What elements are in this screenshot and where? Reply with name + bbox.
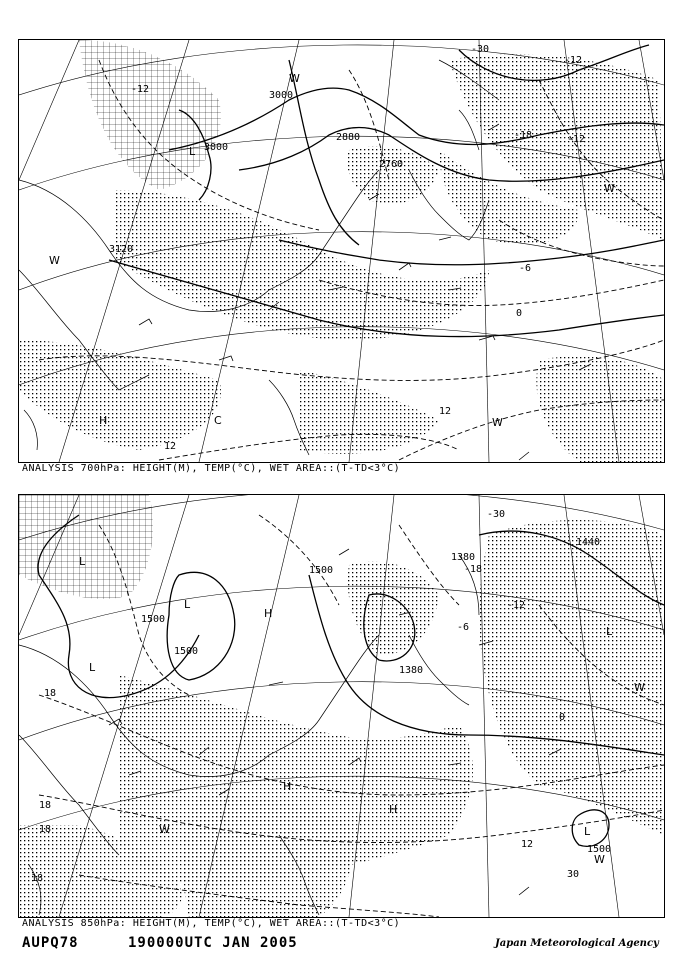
label-t30b: 30 [567,869,580,880]
label-t-6: -6 [519,263,532,274]
label-t-30: -30 [487,509,506,520]
label-t18e: 18 [31,873,44,884]
mark-high-1: H [264,607,273,620]
mark-low-1: L [79,555,86,568]
label-3000a: 3000 [269,90,294,101]
label-t12b: 12 [521,839,534,850]
label-t-18a: -18 [464,564,483,575]
label-t-12e: -12 [564,55,583,66]
caption-700hpa: ANALYSIS 700hPa: HEIGHT(M), TEMP(°C), WET AREA::(T-TD<3°C) [22,463,401,474]
mark-high-3: H [389,803,398,816]
label-2880: 2880 [336,132,361,143]
valid-time: 190000UTC JAN 2005 [128,935,298,951]
label-1500b: 1500 [141,614,166,625]
chart-850hpa-map [19,495,664,917]
label-t-6: -6 [457,622,470,633]
label-1440: 1440 [576,537,601,548]
mark-low-3: L [89,661,96,674]
label-t12c: 12 [439,406,452,417]
label-t-12a: -12 [131,84,150,95]
label-t12d: 12 [164,441,177,452]
label-1500c: 1500 [174,646,199,657]
label-1380a: 1380 [451,552,476,563]
label-2760: 2760 [379,159,404,170]
label-t18b: 18 [44,688,57,699]
mark-warm-3: W [634,681,645,694]
caption-850hpa: ANALYSIS 850hPa: HEIGHT(M), TEMP(°C), WET AREA::(T-TD<3°C) [22,918,401,929]
chart-code: AUPQ78 [22,935,79,951]
label-t-30: -30 [471,44,490,55]
mark-low: L [189,145,196,158]
mark-warm-1: W [159,823,170,836]
label-1380b: 1380 [399,665,424,676]
mark-high-2: H [283,780,292,793]
mark-low-2: L [184,598,191,611]
label-3000b: 3000 [204,142,229,153]
chart-850hpa [18,494,665,918]
chart-700hpa [18,39,665,463]
label-t-12b: -12 [567,134,586,145]
label-t0: 0 [559,712,566,723]
label-t18c: 18 [39,800,52,811]
mark-warm-2: W [289,72,300,85]
mark-high: H [99,414,108,427]
label-1500d: 1500 [587,844,612,855]
mark-low-4: L [606,625,613,638]
label-t-12a: -12 [507,600,526,611]
mark-warm-4: W [492,416,503,429]
label-t18d: 18 [39,824,52,835]
wet-area-shading [19,495,664,917]
mark-low-5: L [584,825,591,838]
agency-name: Japan Meteorological Agency [495,938,659,949]
label-3120: 3120 [109,244,134,255]
mark-cold: C [214,414,222,427]
mark-warm-1: W [49,254,60,267]
label-t-18: -18 [514,130,533,141]
label-t0: 0 [516,308,523,319]
mark-warm-2: W [594,853,605,866]
chart-700hpa-map [19,40,664,462]
mark-warm-3: W [604,182,615,195]
label-1500a: 1500 [309,565,334,576]
